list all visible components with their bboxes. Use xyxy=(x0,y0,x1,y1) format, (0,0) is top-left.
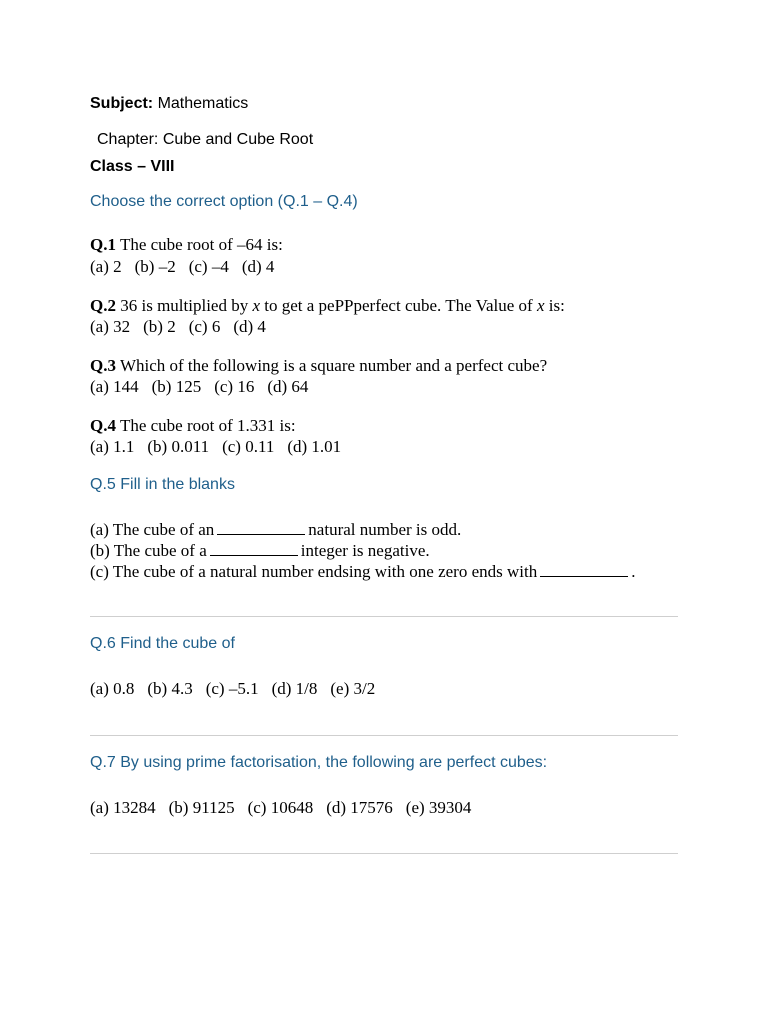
divider-1 xyxy=(90,616,678,617)
q6-option-b: (b) 4.3 xyxy=(147,679,193,698)
q2-option-b: (b) 2 xyxy=(143,317,176,336)
q5-item-b-suffix: integer is negative. xyxy=(300,541,430,560)
q7-option-a: (a) 13284 xyxy=(90,798,156,817)
q3-text: Which of the following is a square number and a perfect cube? xyxy=(119,356,548,375)
q5-item-a-blank xyxy=(217,518,305,535)
q5-item-b-prefix: (b) The cube of a xyxy=(90,541,207,560)
q5-item-a-prefix: (a) The cube of an xyxy=(90,520,215,539)
q5-heading: Q.5 Fill in the blanks xyxy=(90,476,235,493)
q7-heading: Q.7 By using prime factorisation, the following are perfect cubes: xyxy=(90,754,548,771)
q4-option-a: (a) 1.1 xyxy=(90,437,135,456)
q2-number: Q.2 xyxy=(90,296,116,315)
q7-options xyxy=(90,797,471,818)
q1-option-b: (b) –2 xyxy=(134,257,176,276)
q4-option-b: (b) 0.011 xyxy=(147,437,210,456)
subject-label: Subject: xyxy=(90,95,154,112)
q1-options xyxy=(90,256,274,277)
q4-text: The cube root of 1.331 is: xyxy=(119,416,296,435)
q1-option-a: (a) 2 xyxy=(90,257,122,276)
q2-text-b: to get a pePPperfect cube. The Value of xyxy=(264,296,533,315)
subject-value: Mathematics xyxy=(157,95,249,112)
q2-option-d: (d) 4 xyxy=(233,317,266,336)
q7-option-b: (b) 91125 xyxy=(168,798,235,817)
q2-variable-x: x xyxy=(252,296,261,315)
q6-option-c: (c) –5.1 xyxy=(205,679,259,698)
q2-text-c: is: xyxy=(548,296,565,315)
q7-option-c: (c) 10648 xyxy=(247,798,314,817)
q5-item-c-suffix: . xyxy=(631,562,636,581)
q1-option-c: (c) –4 xyxy=(188,257,229,276)
q7-option-d: (d) 17576 xyxy=(326,798,393,817)
q5-item-b xyxy=(90,539,430,561)
q4-options xyxy=(90,436,341,457)
q6-option-a: (a) 0.8 xyxy=(90,679,135,698)
q2-text-a: 36 is multiplied by xyxy=(120,296,249,315)
q5-item-b-blank xyxy=(210,539,298,556)
q5-item-c xyxy=(90,560,635,582)
class-line: Class – VIII xyxy=(90,158,175,175)
q4-question xyxy=(90,415,296,436)
q2-option-c: (c) 6 xyxy=(188,317,221,336)
q1-option-d: (d) 4 xyxy=(241,257,275,276)
q6-option-d: (d) 1/8 xyxy=(271,679,318,698)
q6-option-e: (e) 3/2 xyxy=(330,679,376,698)
q3-option-c: (c) 16 xyxy=(214,377,255,396)
divider-3 xyxy=(90,853,678,854)
q3-options xyxy=(90,376,308,397)
q6-heading: Q.6 Find the cube of xyxy=(90,635,235,652)
q6-options xyxy=(90,678,375,699)
q3-option-d: (d) 64 xyxy=(267,377,309,396)
q1-text: The cube root of –64 is: xyxy=(119,235,283,254)
q3-question xyxy=(90,355,547,376)
q3-option-a: (a) 144 xyxy=(90,377,139,396)
q1-question xyxy=(90,234,283,255)
subject-line xyxy=(90,94,248,114)
q4-option-d: (d) 1.01 xyxy=(287,437,342,456)
q5-item-a xyxy=(90,518,461,540)
q3-option-b: (b) 125 xyxy=(151,377,202,396)
chapter-line: Chapter: Cube and Cube Root xyxy=(97,131,314,148)
q5-item-a-suffix: natural number is odd. xyxy=(308,520,462,539)
q4-option-c: (c) 0.11 xyxy=(222,437,275,456)
q5-item-c-prefix: (c) The cube of a natural number endsing with one zero ends with xyxy=(90,562,538,581)
q2-options xyxy=(90,316,266,337)
section-heading-mcq: Choose the correct option (Q.1 – Q.4) xyxy=(90,193,358,210)
divider-2 xyxy=(90,735,678,736)
q2-option-a: (a) 32 xyxy=(90,317,131,336)
q1-number: Q.1 xyxy=(90,235,116,254)
q3-number: Q.3 xyxy=(90,356,116,375)
q7-option-e: (e) 39304 xyxy=(405,798,472,817)
q2-variable-x-2: x xyxy=(536,296,545,315)
q2-question xyxy=(90,295,565,316)
q5-item-c-blank xyxy=(540,560,628,577)
q4-number: Q.4 xyxy=(90,416,116,435)
